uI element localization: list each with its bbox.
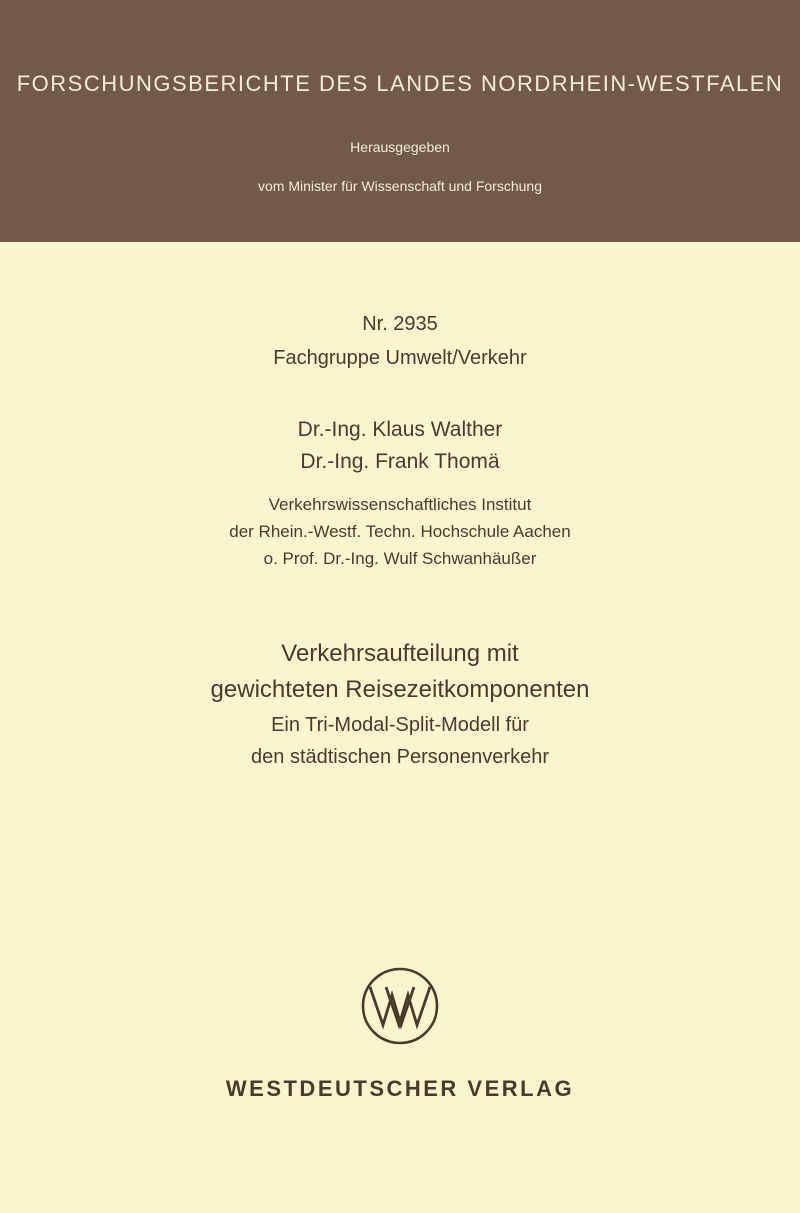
series-title: FORSCHUNGSBERICHTE DES LANDES NORDRHEIN-WESTFALEN (16, 71, 784, 96)
book-title-line: gewichteten Reisezeitkomponenten (210, 676, 590, 703)
westdeutscher-verlag-ww-logo-icon (359, 965, 441, 1047)
institute-line: der Rhein.-Westf. Techn. Hochschule Aachen (229, 522, 571, 541)
institute-line: Verkehrswissenschaftliches Institut (268, 495, 532, 514)
report-number: Nr. 2935 (362, 313, 438, 335)
publisher-name: WESTDEUTSCHER VERLAG (225, 1076, 575, 1101)
book-subtitle-line: den städtischen Personenverkehr (251, 746, 549, 768)
book-subtitle-line: Ein Tri-Modal-Split-Modell für (271, 714, 529, 736)
author-name: Dr.-Ing. Frank Thomä (300, 450, 500, 473)
author-name: Dr.-Ing. Klaus Walther (297, 418, 503, 441)
institute-line: o. Prof. Dr.-Ing. Wulf Schwanhäußer (263, 549, 537, 568)
editor-line: vom Minister für Wissenschaft und Forschung (258, 178, 542, 194)
edited-by-label: Herausgegeben (350, 139, 450, 155)
book-title-line: Verkehrsaufteilung mit (281, 640, 519, 667)
subject-group: Fachgruppe Umwelt/Verkehr (273, 347, 527, 369)
series-banner (0, 0, 800, 242)
